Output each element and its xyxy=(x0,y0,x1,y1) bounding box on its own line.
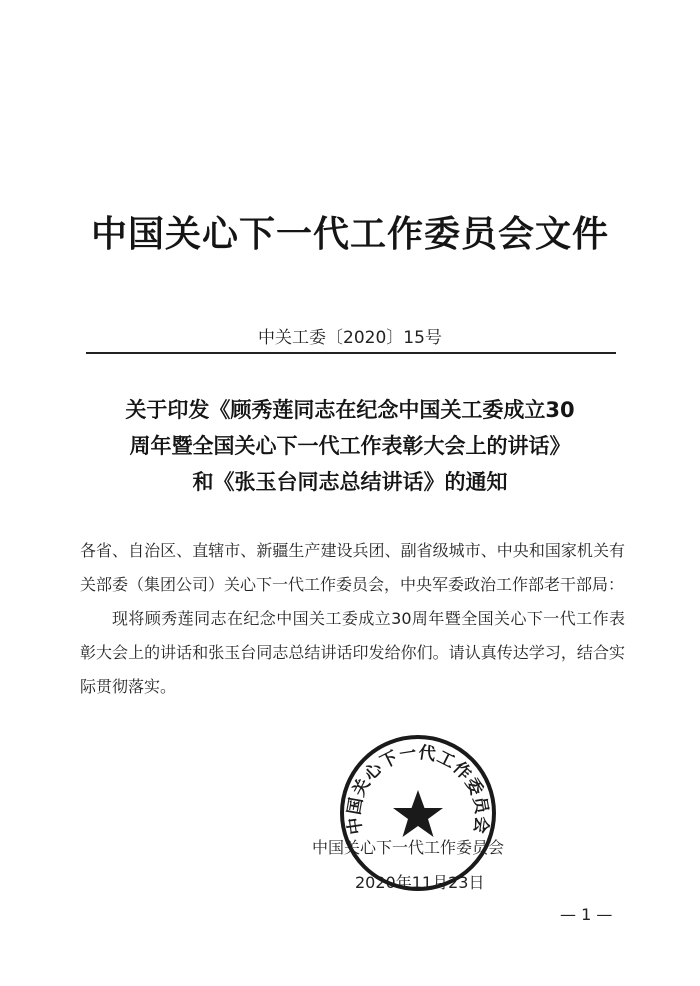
star-icon xyxy=(393,790,443,837)
notice-title-line: 和《张玉台同志总结讲话》的通知 xyxy=(192,470,508,494)
signature-date: 2020年11月23日 xyxy=(355,873,485,892)
header-divider xyxy=(86,352,616,354)
notice-body xyxy=(80,534,625,704)
signature-organization: 中国关心下一代工作委员会 xyxy=(312,838,505,857)
notice-title xyxy=(60,392,640,500)
document-header-title: 中国关心下一代工作委员会文件 xyxy=(90,214,609,255)
notice-title-line: 周年暨全国关心下一代工作表彰大会上的讲话》 xyxy=(129,434,571,458)
page-number: — 1 — xyxy=(560,905,613,924)
addressee-paragraph: 各省、自治区、直辖市、新疆生产建设兵团、副省级城市、中央和国家机关有关部委（集团公司）关心下一代工作委员会，中央军委政治工作部老干部局： xyxy=(80,541,625,594)
official-seal-stamp xyxy=(337,732,499,894)
seal-text: 中国关心下一代工作委员会 xyxy=(344,742,492,836)
body-paragraph: 现将顾秀莲同志在纪念中国关工委成立30周年暨全国关心下一代工作表彰大会上的讲话和张玉台同志总结讲话印发给你们。请认真传达学习，结合实际贯彻落实。 xyxy=(80,609,625,696)
document-number: 中关工委〔2020〕15号 xyxy=(258,328,442,348)
notice-title-line: 关于印发《顾秀莲同志在纪念中国关工委成立30 xyxy=(125,398,575,422)
